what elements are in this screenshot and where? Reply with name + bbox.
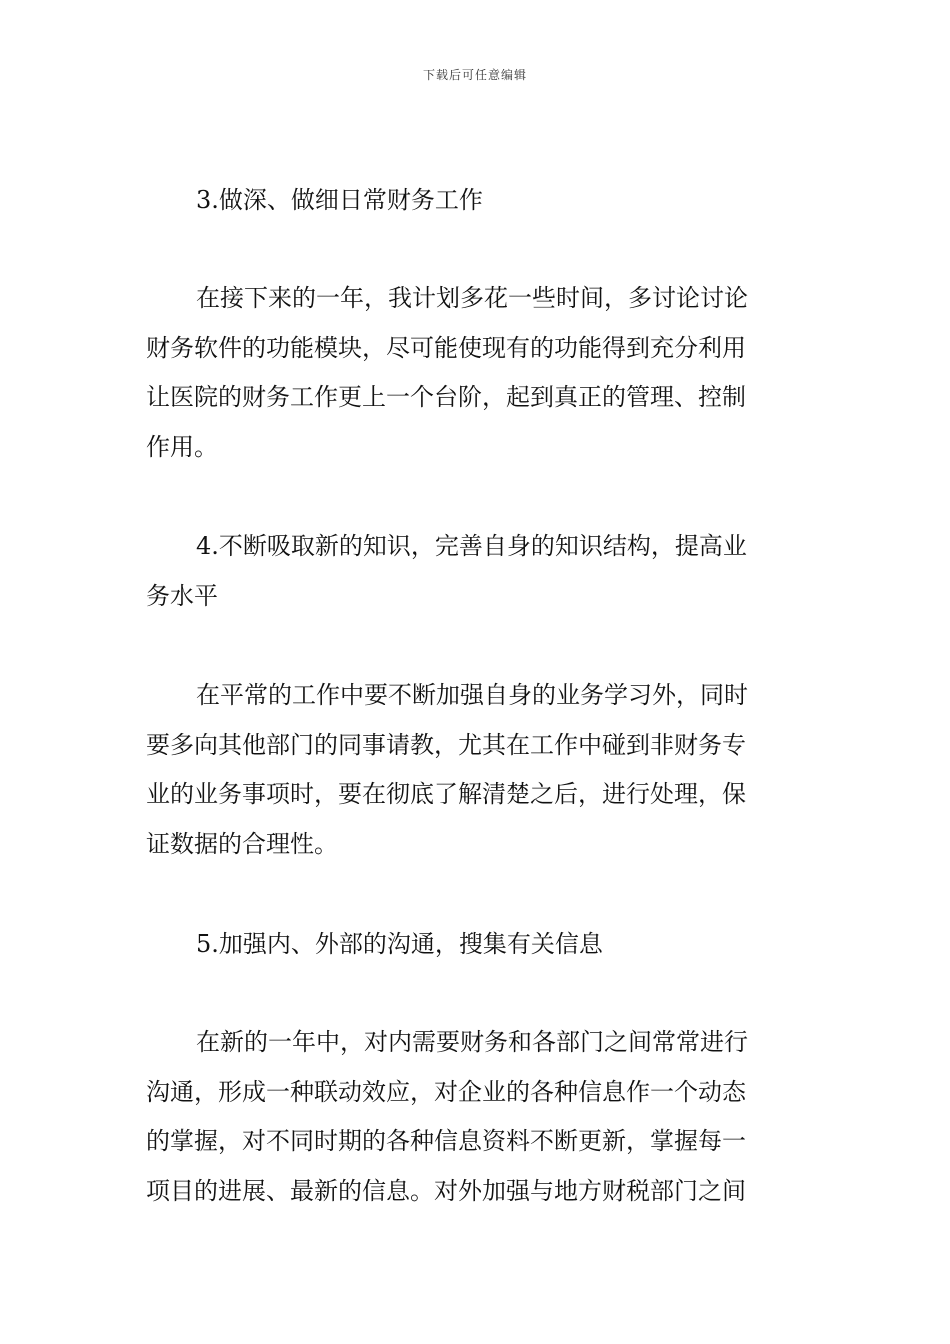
paragraph-line: 在接下来的一年，我计划多花一些时间，多讨论讨论 (196, 284, 748, 312)
paragraph-line: 在平常的工作中要不断加强自身的业务学习外，同时 (196, 681, 748, 709)
header-note: 下载后可任意编辑 (422, 68, 527, 82)
section-paragraph-4 (146, 671, 806, 869)
paragraph-line: 财务软件的功能模块，尽可能使现有的功能得到充分利用 (146, 333, 746, 362)
paragraph-line: 证数据的合理性。 (146, 829, 338, 858)
section-heading-4 (146, 522, 806, 621)
paragraph-line: 作用。 (146, 432, 218, 461)
section-heading-3: 3.做深、做细日常财务工作 (196, 186, 483, 214)
heading-line: 务水平 (146, 581, 218, 610)
paragraph-line: 在新的一年中，对内需要财务和各部门之间常常进行 (196, 1028, 748, 1056)
section-heading-5: 5.加强内、外部的沟通，搜集有关信息 (196, 930, 603, 958)
paragraph-line: 的掌握，对不同时期的各种信息资料不断更新，掌握每一 (146, 1127, 746, 1155)
paragraph-line: 业的业务事项时，要在彻底了解清楚之后，进行处理，保 (146, 780, 746, 808)
section-paragraph-5 (146, 1018, 806, 1216)
paragraph-line: 要多向其他部门的同事请教，尤其在工作中碰到非财务专 (146, 730, 746, 759)
heading-line: 4.不断吸取新的知识，完善自身的知识结构，提高业 (196, 532, 747, 560)
paragraph-line: 让医院的财务工作更上一个台阶，起到真正的管理、控制 (146, 383, 746, 411)
paragraph-line: 项目的进展、最新的信息。对外加强与地方财税部门之间 (146, 1176, 746, 1205)
paragraph-line: 沟通，形成一种联动效应，对企业的各种信息作一个动态 (146, 1077, 746, 1106)
section-paragraph-3 (146, 274, 806, 472)
